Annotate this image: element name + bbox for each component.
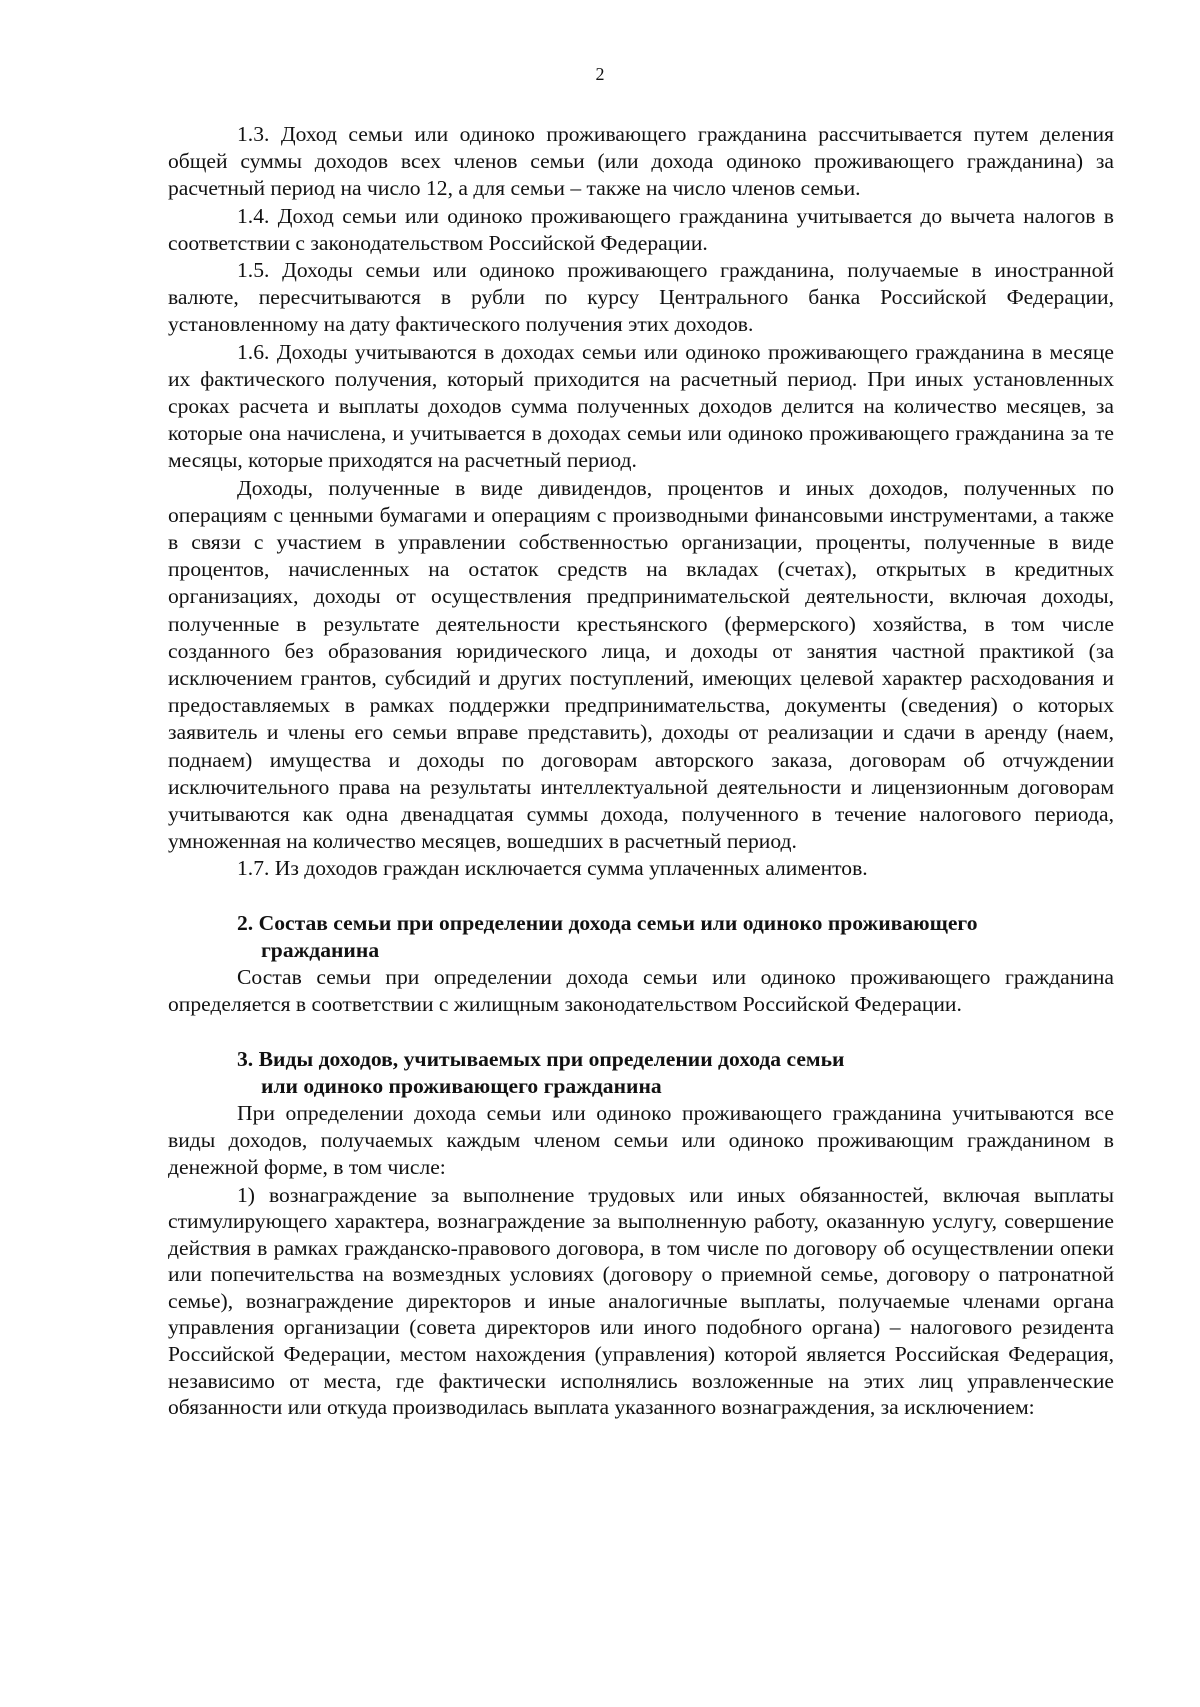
section-gap [168,1019,1114,1046]
paragraph-1-7: 1.7. Из доходов граждан исключается сумма уплаченных алиментов. [237,856,868,881]
paragraph-1-4: 1.4. Доход семьи или одиноко проживающего гражданина учитывается до вычета налогов в соответствии с законодательством Российской Федерации. [168,203,1114,255]
section-gap [168,883,1114,910]
paragraph-dividends: Доходы, полученные в виде дивидендов, процентов и иных доходов, полученных по операциям с ценными бумагами и операциям с производными финансовыми инструментами, а также в связи с участием в управлении собственностью организации, проценты, полученные в виде процентов, начисленных на остаток средств на вкладах (счетах), открытых в кредитных организациях, доходы от осуществления предпринимательской деятельности, включая доходы, полученные в результате деятельности крестьянского (фермерского) хозяйства, в том числе созданного без образования юридического лица, и доходы от занятия частной практикой (за исключением грантов, субсидий и других поступлений, имеющих целевой характер расходования и предоставляемых в рамках поддержки предпринимательства, документы (сведения) о которых заявитель и члены его семьи вправе представить), доходы от реализации и сдачи в аренду (наем, поднаем) имущества и доходы по договорам авторского заказа, договорам об отчуждении исключительного права на результаты интеллектуальной деятельности и лицензионным договорам учитываются как одна двенадцатая суммы дохода, полученного в течение налогового периода, умноженная на количество месяцев, вошедших в расчетный период. [168,475,1114,854]
paragraph-1-5: 1.5. Доходы семьи или одиноко проживающего гражданина, получаемые в иностранной валюте, пересчитываются в рубли по курсу Центрального банка Российской Федерации, установленному на дату фактического получения этих доходов. [168,258,1114,337]
section-3-heading-line1: 3. Виды доходов, учитываемых при определении дохода семьи [237,1046,845,1071]
section-2-heading [168,910,1114,964]
page-number: 2 [595,64,605,84]
section-3-heading [168,1046,1114,1100]
section-2-text: Состав семьи при определении дохода семьи или одиноко проживающего гражданина определяется в соответствии с жилищным законодательством Российской Федерации. [168,965,1114,1017]
section-3-intro: При определении дохода семьи или одиноко проживающего гражданина учитываются все виды доходов, получаемых каждым членом семьи или одиноко проживающим гражданином в денежной форме, в том числе: [168,1100,1114,1180]
document-body [168,121,1114,1421]
paragraph-1-3: 1.3. Доход семьи или одиноко проживающего гражданина рассчитывается путем деления общей суммы доходов всех членов семьи (или дохода одиноко проживающего гражданина) за расчетный период на число 12, а для семьи – также на число членов семьи. [168,122,1114,201]
section-3-heading-line2: или одиноко проживающего гражданина [261,1073,662,1098]
section-3-item-1: 1) вознаграждение за выполнение трудовых или иных обязанностей, включая выплаты стимулирующего характера, вознаграждение за выполненную работу, оказанную услугу, совершение действия в рамках гражданско-правового договора, в том числе по договору об осуществлении опеки или попечительства на возмездных условиях (договору о приемной семье, договору о патронатной семье), вознаграждение директоров и иные аналогичные выплаты, получаемые членами органа управления организации (совета директоров или иного подобного органа) – налогового резидента Российской Федерации, местом нахождения (управления) которой является Российская Федерация, независимо от места, где фактически исполнялись возложенные на этих лиц управленческие обязанности или откуда производилась выплата указанного вознаграждения, за исключением: [168,1182,1114,1420]
section-2-heading-line2: гражданина [261,937,380,962]
section-2-heading-line1: 2. Состав семьи при определении дохода семьи или одиноко проживающего [237,910,978,935]
paragraph-1-6: 1.6. Доходы учитываются в доходах семьи или одиноко проживающего гражданина в месяце их фактического получения, который приходится на расчетный период. При иных установленных сроках расчета и выплаты доходов сумма полученных доходов делится на количество месяцев, за которые она начислена, и учитывается в доходах семьи или одиноко проживающего гражданина за те месяцы, которые приходятся на расчетный период. [168,339,1114,473]
